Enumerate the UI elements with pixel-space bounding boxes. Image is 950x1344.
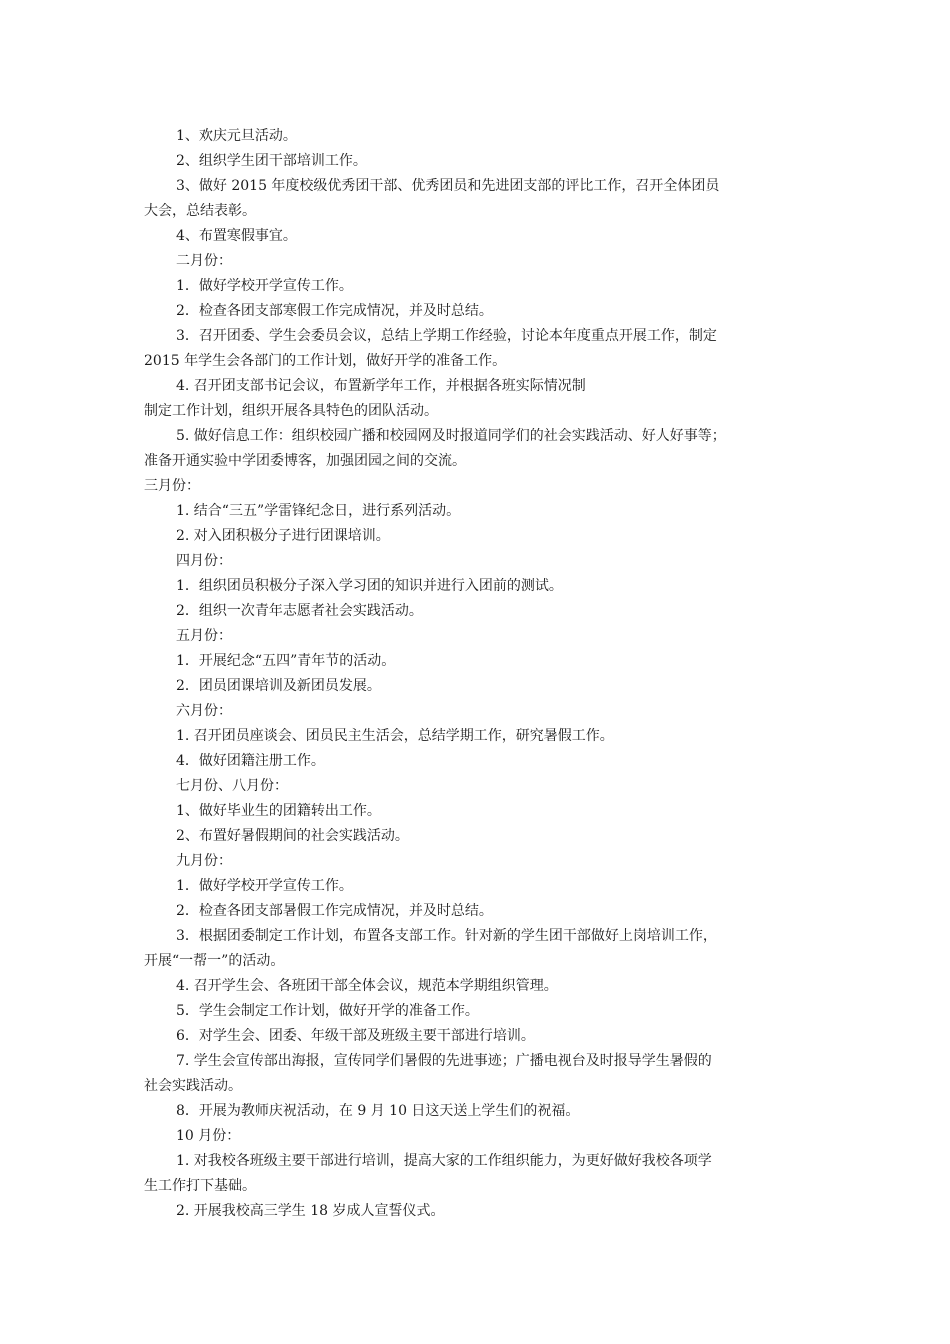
text-line: 2、组织学生团干部培训工作。 bbox=[176, 153, 367, 169]
text-line: 七月份、八月份： bbox=[176, 778, 288, 794]
text-line: 1、欢庆元旦活动。 bbox=[176, 128, 297, 144]
text-line: 2、布置好暑假期间的社会实践活动。 bbox=[176, 828, 409, 844]
text-line: 7. 学生会宣传部出海报，宣传同学们暑假的先进事迹；广播电视台及时报导学生暑假的 bbox=[176, 1053, 712, 1069]
text-line: 社会实践活动。 bbox=[144, 1078, 242, 1094]
text-line: 2．检查各团支部暑假工作完成情况，并及时总结。 bbox=[176, 903, 493, 919]
text-line: 2．检查各团支部寒假工作完成情况，并及时总结。 bbox=[176, 303, 493, 319]
text-line: 生工作打下基础。 bbox=[144, 1178, 256, 1194]
text-line: 6．对学生会、团委、年级干部及班级主要干部进行培训。 bbox=[176, 1028, 535, 1044]
text-line: 五月份： bbox=[176, 628, 232, 644]
text-line: 2. 开展我校高三学生 18 岁成人宣誓仪式。 bbox=[176, 1203, 445, 1219]
text-line: 1．组织团员积极分子深入学习团的知识并进行入团前的测试。 bbox=[176, 578, 563, 594]
text-line: 二月份： bbox=[176, 253, 232, 269]
text-line: 1．开展纪念“五四”青年节的活动。 bbox=[176, 653, 396, 669]
text-line: 10 月份： bbox=[176, 1128, 241, 1144]
text-line: 大会，总结表彰。 bbox=[144, 203, 256, 219]
text-line: 开展“一帮一”的活动。 bbox=[144, 953, 285, 969]
text-line: 九月份： bbox=[176, 853, 232, 869]
text-line: 制定工作计划，组织开展各具特色的团队活动。 bbox=[144, 403, 438, 419]
text-line: 1．做好学校开学宣传工作。 bbox=[176, 878, 353, 894]
text-line: 1. 对我校各班级主要干部进行培训，提高大家的工作组织能力，为更好做好我校各项学 bbox=[176, 1153, 712, 1169]
document-page bbox=[144, 124, 816, 1224]
text-line: 三月份： bbox=[144, 478, 200, 494]
text-line: 4．做好团籍注册工作。 bbox=[176, 753, 325, 769]
text-line: 1．做好学校开学宣传工作。 bbox=[176, 278, 353, 294]
text-line: 1. 结合“三五”学雷锋纪念日，进行系列活动。 bbox=[176, 503, 461, 519]
text-line: 3．根据团委制定工作计划，布置各支部工作。针对新的学生团干部做好上岗培训工作， bbox=[176, 928, 717, 944]
text-line: 3．召开团委、学生会委员会议，总结上学期工作经验，讨论本年度重点开展工作，制定 bbox=[176, 328, 717, 344]
text-line: 8．开展为教师庆祝活动，在 9 月 10 日这天送上学生们的祝福。 bbox=[176, 1103, 580, 1119]
text-line: 3、做好 2015 年度校级优秀团干部、优秀团员和先进团支部的评比工作，召开全体团员 bbox=[176, 178, 720, 194]
text-line: 4、布置寒假事宜。 bbox=[176, 228, 297, 244]
text-line: 5．学生会制定工作计划，做好开学的准备工作。 bbox=[176, 1003, 479, 1019]
text-line: 2．团员团课培训及新团员发展。 bbox=[176, 678, 381, 694]
text-line: 2015 年学生会各部门的工作计划，做好开学的准备工作。 bbox=[144, 353, 507, 369]
text-line: 2. 对入团积极分子进行团课培训。 bbox=[176, 528, 390, 544]
text-line: 2．组织一次青年志愿者社会实践活动。 bbox=[176, 603, 423, 619]
text-line: 5. 做好信息工作：组织校园广播和校园网及时报道同学们的社会实践活动、好人好事等； bbox=[176, 428, 726, 444]
text-line: 准备开通实验中学团委博客，加强团园之间的交流。 bbox=[144, 453, 466, 469]
text-line: 4. 召开团支部书记会议，布置新学年工作，并根据各班实际情况制 bbox=[176, 378, 586, 394]
text-line: 六月份： bbox=[176, 703, 232, 719]
text-line: 四月份： bbox=[176, 553, 232, 569]
text-line: 1. 召开团员座谈会、团员民主生活会，总结学期工作，研究暑假工作。 bbox=[176, 728, 614, 744]
text-line: 1、做好毕业生的团籍转出工作。 bbox=[176, 803, 381, 819]
text-line: 4. 召开学生会、各班团干部全体会议，规范本学期组织管理。 bbox=[176, 978, 558, 994]
